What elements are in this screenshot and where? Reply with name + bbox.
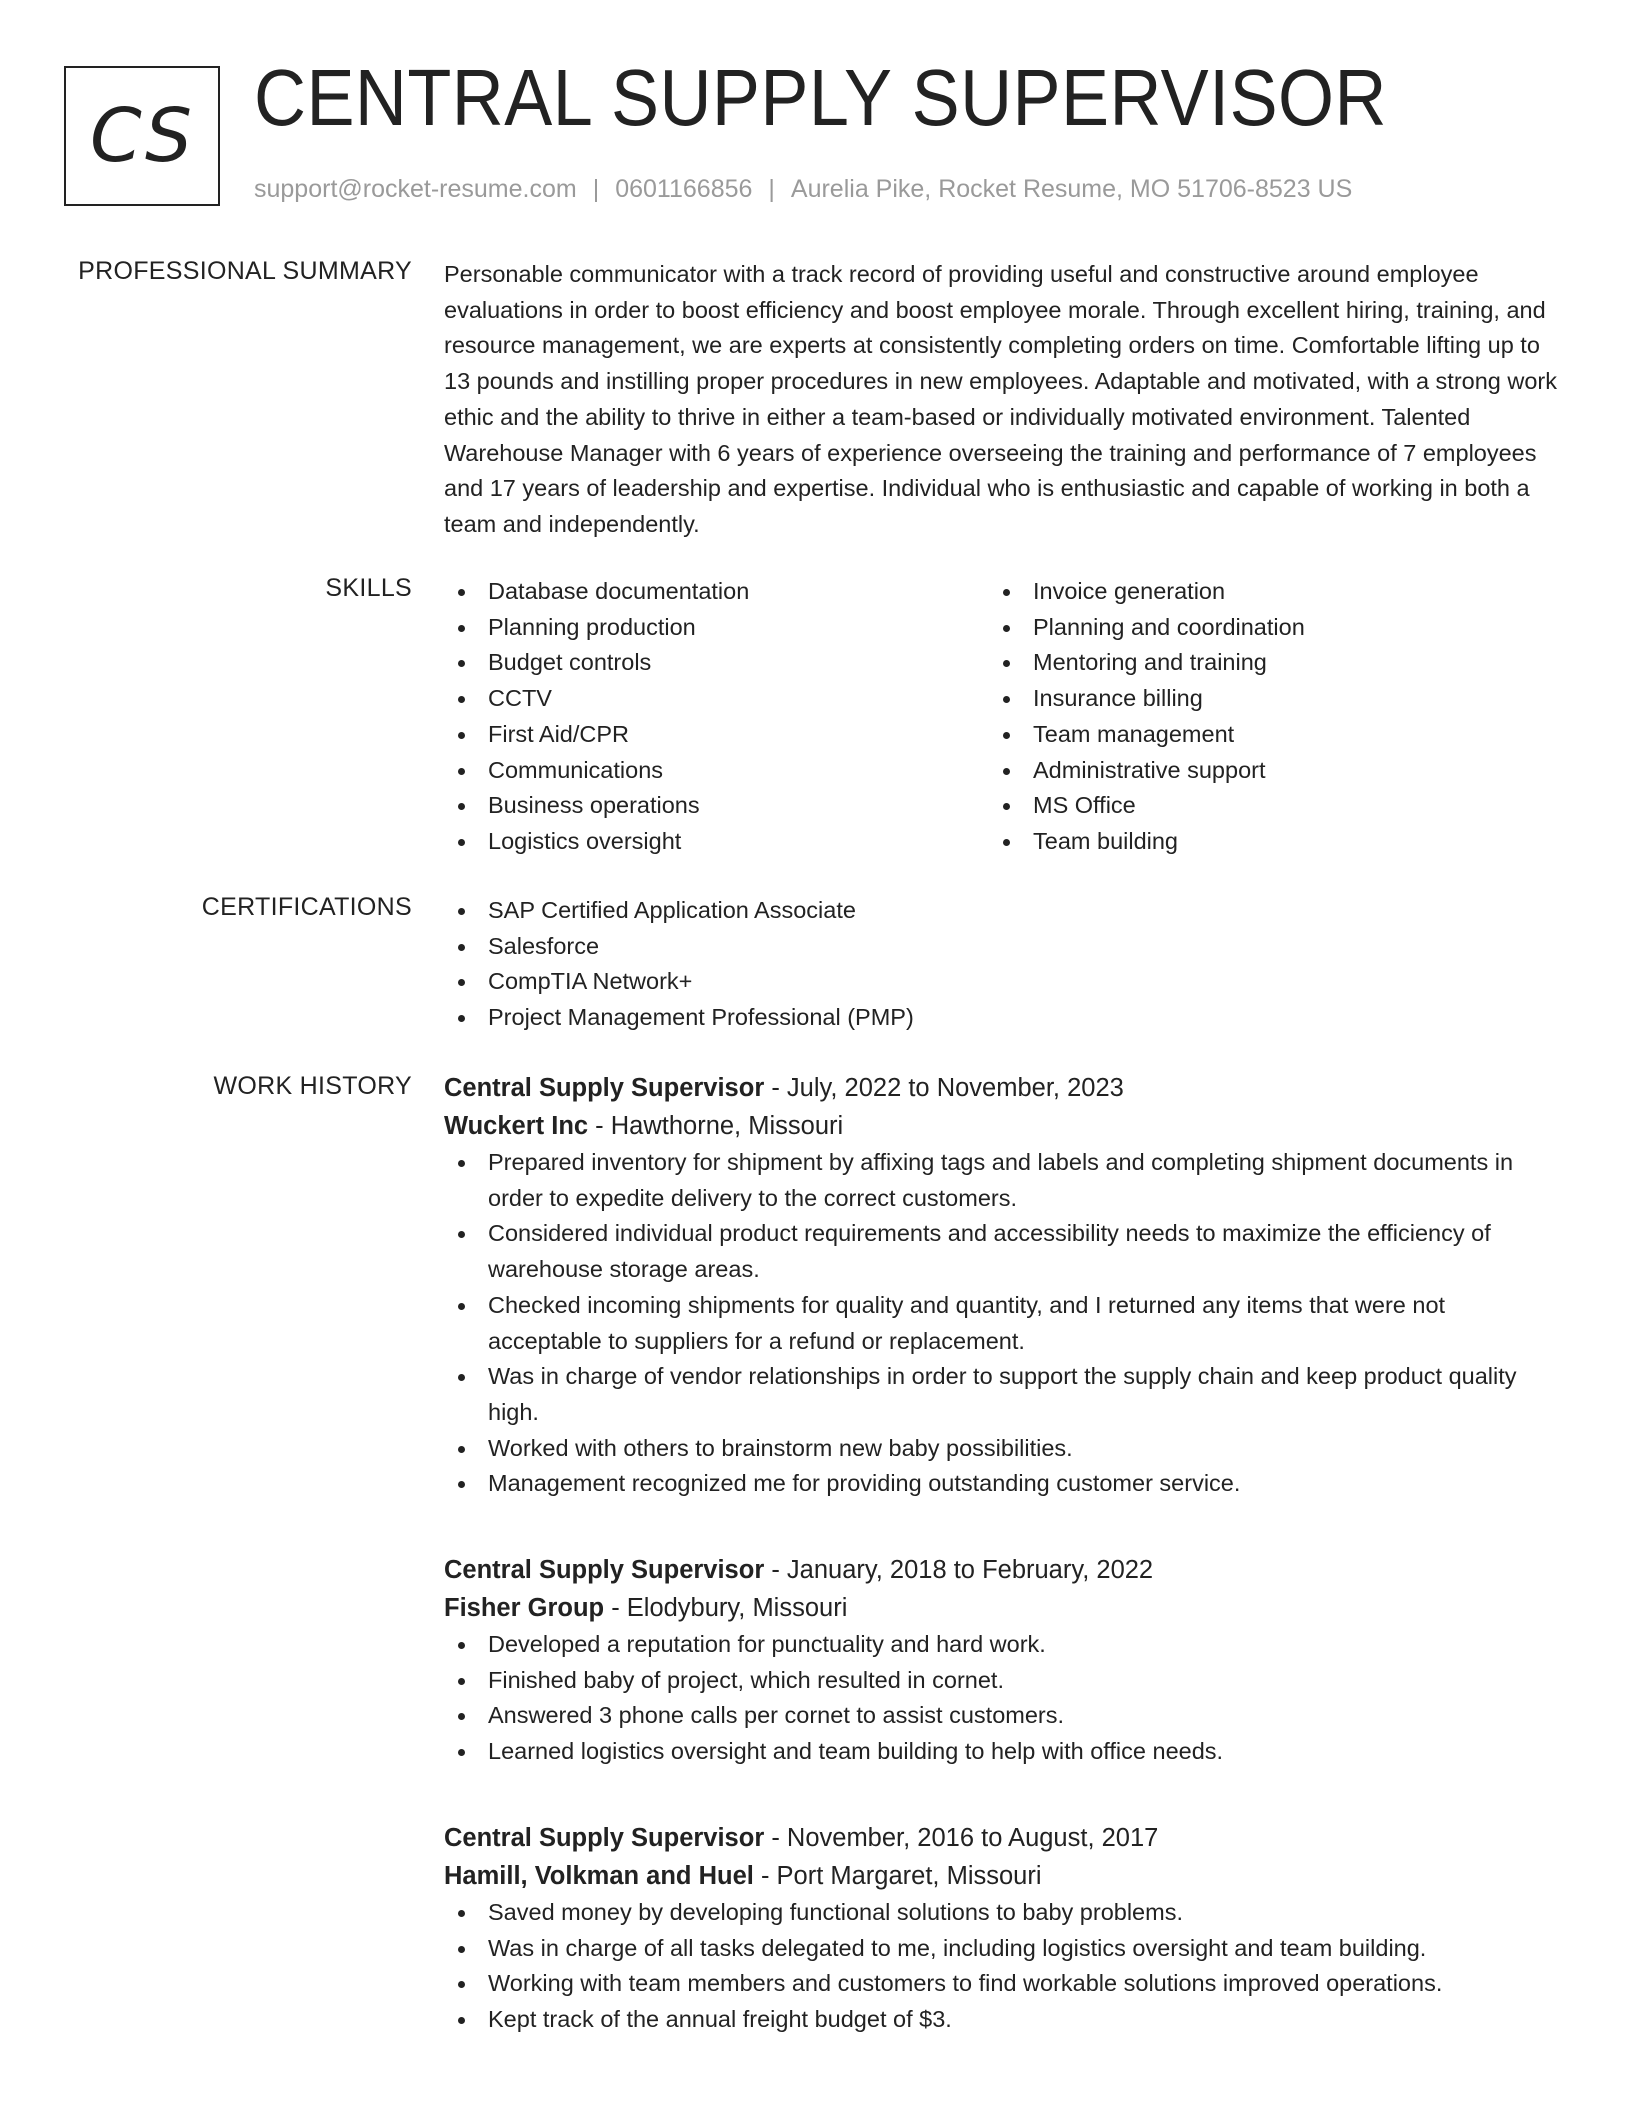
job-title-line bbox=[444, 1819, 1560, 1857]
list-item: Kept track of the annual freight budget of $3. bbox=[444, 2002, 1560, 2038]
list-item: Finished baby of project, which resulted in cornet. bbox=[444, 1663, 1560, 1699]
list-item: Saved money by developing functional solutions to baby problems. bbox=[444, 1895, 1560, 1931]
job-company-line bbox=[444, 1589, 1560, 1627]
list-item: Logistics oversight bbox=[444, 824, 989, 860]
list-item: Business operations bbox=[444, 788, 989, 824]
summary-text: Personable communicator with a track record of providing useful and constructive around employee evaluations in order to boost efficiency and boost employee morale. Through excellent hiring, training, and resource management, we are experts at consistently completing orders on time. Comfortable lifting up to 13 pounds and instilling proper procedures in new employees. Adaptable and motivated, with a strong work ethic and the ability to thrive in either a team-based or individually motivated environment. Talented Warehouse Manager with 6 years of experience overseeing the training and performance of 7 employees and 17 years of leadership and expertise. Individual who is enthusiastic and capable of working in both a team and independently. bbox=[444, 261, 1558, 537]
resume-title: CENTRAL SUPPLY SUPERVISOR bbox=[254, 53, 1387, 142]
section-label-skills: SKILLS bbox=[325, 574, 412, 602]
list-item: Project Management Professional (PMP) bbox=[444, 1000, 1560, 1036]
job-entry bbox=[444, 1819, 1560, 2038]
skills-list-right bbox=[989, 574, 1534, 860]
list-item: CCTV bbox=[444, 681, 989, 717]
list-item: Was in charge of all tasks delegated to me, including logistics oversight and team building. bbox=[444, 1931, 1560, 1967]
list-item: Administrative support bbox=[989, 753, 1534, 789]
list-item: Developed a reputation for punctuality and hard work. bbox=[444, 1627, 1560, 1663]
job-title-line bbox=[444, 1069, 1560, 1107]
job-dates: - November, 2016 to August, 2017 bbox=[764, 1824, 1159, 1852]
list-item: Checked incoming shipments for quality and quantity, and I returned any items that were not acceptable to suppliers for a refund or replacement. bbox=[444, 1288, 1560, 1359]
list-item: Insurance billing bbox=[989, 681, 1534, 717]
list-item: Worked with others to brainstorm new baby possibilities. bbox=[444, 1431, 1560, 1467]
list-item: Considered individual product requirements and accessibility needs to maximize the efficiency of warehouse storage areas. bbox=[444, 1216, 1560, 1287]
list-item: First Aid/CPR bbox=[444, 717, 989, 753]
list-item: Database documentation bbox=[444, 574, 989, 610]
list-item: Was in charge of vendor relationships in order to support the supply chain and keep product quality high. bbox=[444, 1359, 1560, 1430]
section-label-summary: PROFESSIONAL SUMMARY bbox=[78, 257, 412, 285]
contact-separator: | bbox=[592, 175, 600, 203]
job-title: Central Supply Supervisor bbox=[444, 1074, 765, 1102]
contact-separator: | bbox=[768, 175, 775, 203]
list-item: Team management bbox=[989, 717, 1534, 753]
job-company: Fisher Group bbox=[444, 1594, 605, 1622]
list-item: Team building bbox=[989, 824, 1534, 860]
list-item: Learned logistics oversight and team building to help with office needs. bbox=[444, 1734, 1560, 1770]
job-location: - Hawthorne, Missouri bbox=[588, 1112, 844, 1140]
job-title: Central Supply Supervisor bbox=[444, 1556, 765, 1584]
job-company-line bbox=[444, 1107, 1560, 1145]
contact-email[interactable]: support@rocket-resume.com bbox=[254, 175, 577, 203]
list-item: Planning production bbox=[444, 610, 989, 646]
job-dates: - July, 2022 to November, 2023 bbox=[764, 1074, 1124, 1102]
job-location: - Port Margaret, Missouri bbox=[753, 1862, 1042, 1890]
list-item: CompTIA Network+ bbox=[444, 964, 1560, 1000]
job-company: Hamill, Volkman and Huel bbox=[444, 1862, 754, 1890]
monogram-logo: CS bbox=[64, 66, 220, 206]
list-item: Budget controls bbox=[444, 645, 989, 681]
job-bullets bbox=[444, 1895, 1560, 2038]
job-dates: - January, 2018 to February, 2022 bbox=[764, 1556, 1154, 1584]
job-title: Central Supply Supervisor bbox=[444, 1824, 765, 1852]
job-location: - Elodybury, Missouri bbox=[604, 1594, 848, 1622]
list-item: Planning and coordination bbox=[989, 610, 1534, 646]
list-item: Prepared inventory for shipment by affixing tags and labels and completing shipment documents in order to expedite delivery to the correct customers. bbox=[444, 1145, 1560, 1216]
list-item: Salesforce bbox=[444, 929, 1560, 965]
skills-list-left bbox=[444, 574, 989, 860]
list-item: Management recognized me for providing outstanding customer service. bbox=[444, 1466, 1560, 1502]
contact-address: Aurelia Pike, Rocket Resume, MO 51706-8523 US bbox=[790, 175, 1353, 203]
certifications-body bbox=[444, 893, 1560, 1036]
job-bullets bbox=[444, 1627, 1560, 1770]
list-item: SAP Certified Application Associate bbox=[444, 893, 1560, 929]
list-item: Invoice generation bbox=[989, 574, 1534, 610]
job-entry bbox=[444, 1069, 1560, 1502]
skills-columns bbox=[444, 574, 1560, 860]
list-item: Working with team members and customers to find workable solutions improved operations. bbox=[444, 1966, 1560, 2002]
job-entry bbox=[444, 1551, 1560, 1770]
list-item: Answered 3 phone calls per cornet to assist customers. bbox=[444, 1698, 1560, 1734]
job-company: Wuckert Inc bbox=[444, 1112, 589, 1140]
section-label-work-history: WORK HISTORY bbox=[213, 1072, 412, 1100]
contact-phone[interactable]: 0601166856 bbox=[615, 175, 753, 203]
job-title-line bbox=[444, 1551, 1560, 1589]
contact-line bbox=[254, 175, 1352, 204]
certifications-list bbox=[444, 893, 1560, 1036]
list-item: Mentoring and training bbox=[989, 645, 1534, 681]
list-item: Communications bbox=[444, 753, 989, 789]
job-bullets bbox=[444, 1145, 1560, 1502]
list-item: MS Office bbox=[989, 788, 1534, 824]
job-company-line bbox=[444, 1857, 1560, 1895]
section-label-certifications: CERTIFICATIONS bbox=[201, 893, 412, 921]
